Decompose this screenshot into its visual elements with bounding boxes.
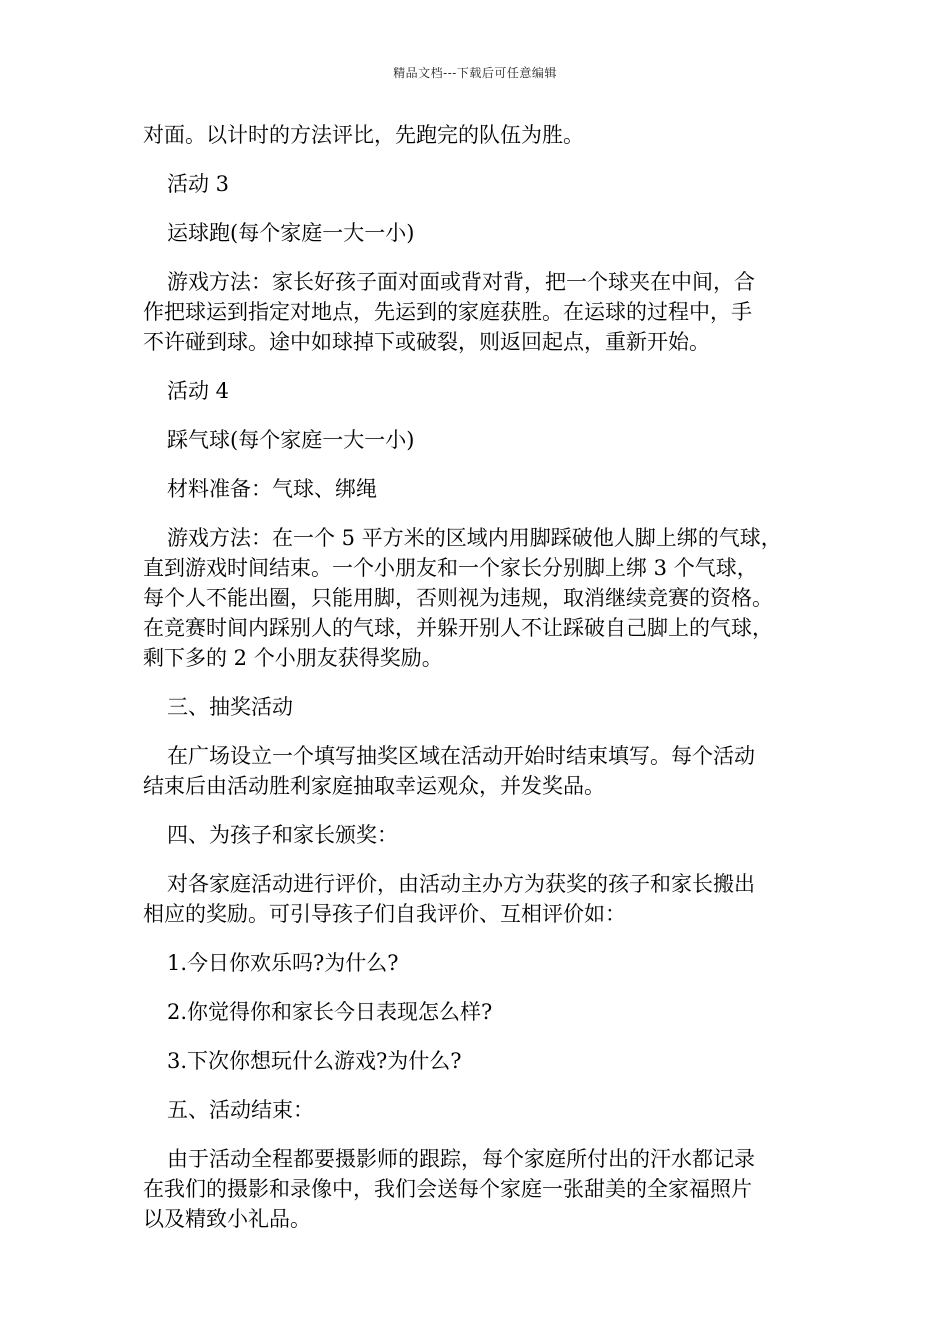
text-line: 活动 3 <box>167 172 230 196</box>
paragraph-race-rule <box>143 120 811 150</box>
section-3-heading <box>143 692 811 722</box>
question-1 <box>143 948 811 978</box>
text-line: 活动 4 <box>167 379 230 403</box>
section-4-body <box>143 869 811 929</box>
question-3 <box>143 1046 811 1076</box>
section-3-body <box>143 741 811 801</box>
text-line: 1.今日你欢乐吗?为什么? <box>167 951 399 975</box>
activity-4-heading <box>143 376 811 406</box>
text-line: 直到游戏时间结束。一个小朋友和一个家长分别脚上绑 3 个气球， <box>143 556 758 580</box>
text-line: 在竞赛时间内踩别人的气球，并躲开别人不让踩破自己脚上的气球， <box>143 616 773 640</box>
document-body <box>143 120 811 1253</box>
text-line: 由于活动全程都要摄影师的跟踪，每个家庭所付出的汗水都记录 <box>167 1147 755 1171</box>
text-line: 四、为孩子和家长颁奖： <box>167 823 398 847</box>
activity-4-title <box>143 425 811 455</box>
text-line: 结束后由活动胜利家庭抽取幸运观众，并发奖品。 <box>143 774 605 798</box>
text-line: 三、抽奖活动 <box>167 695 293 719</box>
text-line: 在我们的摄影和录像中，我们会送每个家庭一张甜美的全家福照片 <box>143 1177 752 1201</box>
text-line: 作把球运到指定对地点，先运到的家庭获胜。在运球的过程中，手 <box>143 300 752 324</box>
text-line: 每个人不能出圈，只能用脚，否则视为违规，取消继续竞赛的资格。 <box>143 586 773 610</box>
text-line: 对各家庭活动进行评价，由活动主办方为获奖的孩子和家长搬出 <box>167 872 755 896</box>
text-line: 2.你觉得你和家长今日表现怎么样? <box>167 1000 493 1024</box>
text-line: 以及精致小礼品。 <box>143 1207 311 1231</box>
activity-4-materials <box>143 474 811 504</box>
section-5-body <box>143 1144 811 1234</box>
section-4-heading <box>143 820 811 850</box>
text-line: 在广场设立一个填写抽奖区域在活动开始时结束填写。每个活动 <box>167 744 755 768</box>
section-5-heading <box>143 1095 811 1125</box>
activity-3-title <box>143 218 811 248</box>
text-line: 游戏方法：家长好孩子面对面或背对背，把一个球夹在中间，合 <box>167 270 755 294</box>
text-line: 踩气球(每个家庭一大一小) <box>167 428 415 452</box>
activity-3-method <box>143 267 811 357</box>
text-line: 不许碰到球。途中如球掉下或破裂，则返回起点，重新开始。 <box>143 330 710 354</box>
text-line: 五、活动结束： <box>167 1098 314 1122</box>
activity-4-method <box>143 523 811 673</box>
text-line: 运球跑(每个家庭一大一小) <box>167 221 415 245</box>
page-header: 精品文档---下载后可任意编辑 <box>393 66 557 80</box>
text-line: 对面。以计时的方法评比，先跑完的队伍为胜。 <box>143 123 584 147</box>
text-line: 剩下多的 2 个小朋友获得奖励。 <box>143 646 443 670</box>
text-line: 相应的奖励。可引导孩子们自我评价、互相评价如： <box>143 902 626 926</box>
text-line: 游戏方法：在一个 5 平方米的区域内用脚踩破他人脚上绑的气球， <box>167 526 782 550</box>
text-line: 3.下次你想玩什么游戏?为什么? <box>167 1049 462 1073</box>
question-2 <box>143 997 811 1027</box>
text-line: 材料准备：气球、绑绳 <box>167 477 377 501</box>
activity-3-heading <box>143 169 811 199</box>
